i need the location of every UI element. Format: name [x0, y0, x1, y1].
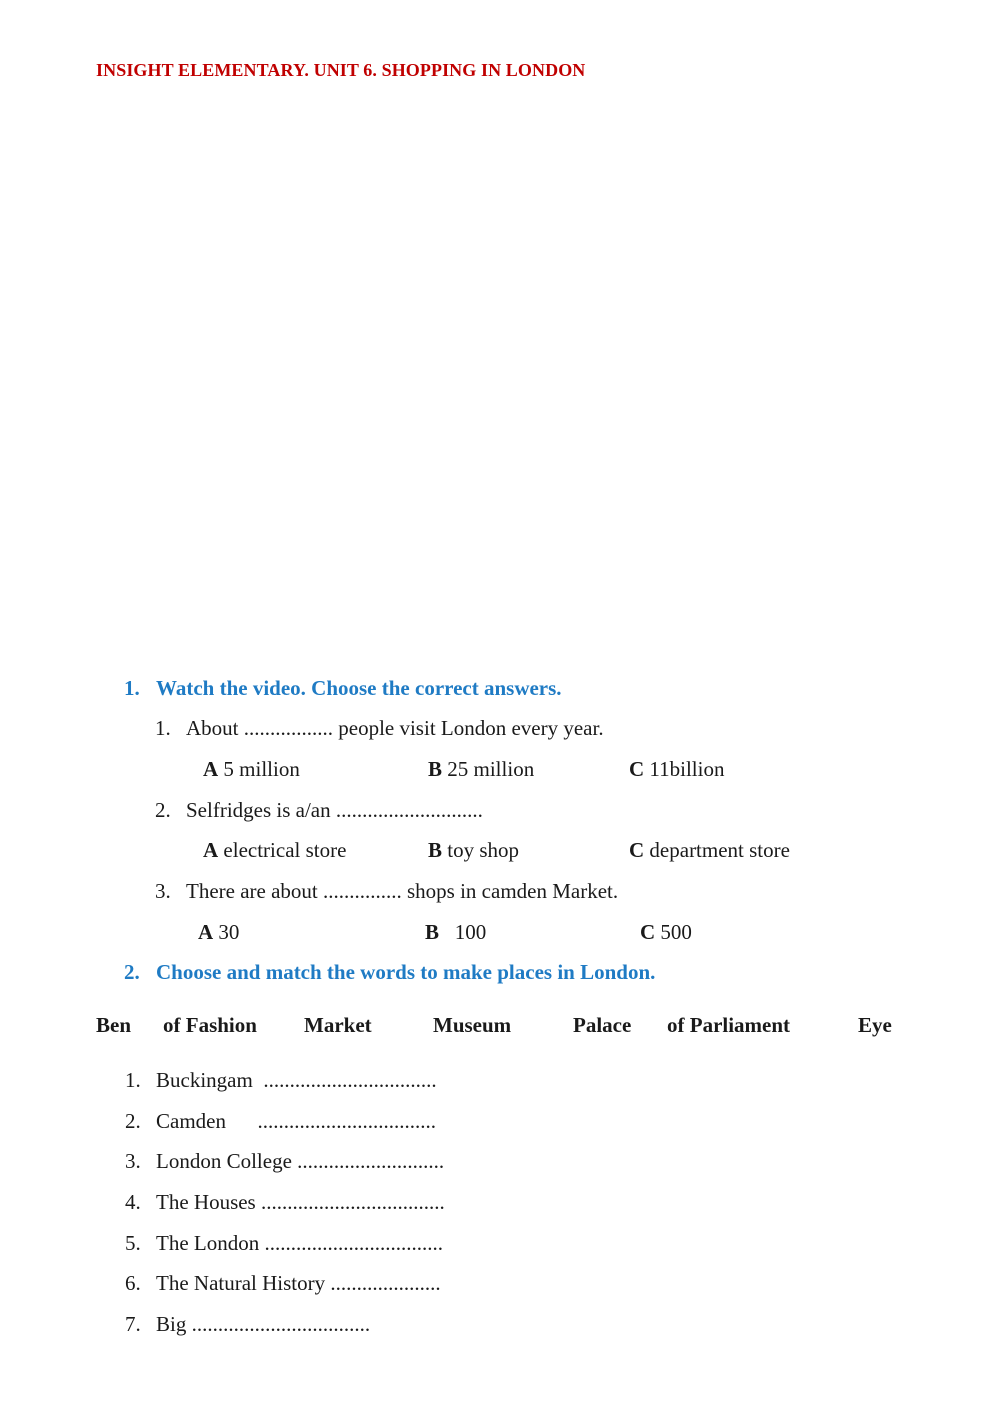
option-text: 100: [439, 920, 487, 944]
word-bank-item[interactable]: Eye: [858, 1013, 892, 1037]
item-number: 2.: [125, 1109, 141, 1133]
item-text: The Natural History .....................: [156, 1271, 441, 1295]
question-text: Selfridges is a/an ............................: [186, 798, 483, 822]
option-letter: A: [203, 838, 219, 862]
option-letter: C: [629, 757, 645, 781]
word-bank-item[interactable]: of Fashion: [163, 1013, 257, 1037]
word-bank-item[interactable]: Market: [304, 1013, 372, 1037]
question-number: 1.: [155, 716, 171, 740]
question-text: There are about ............... shops in camden Market.: [186, 879, 619, 903]
item-number: 3.: [125, 1149, 141, 1173]
section-number: 2.: [124, 960, 140, 984]
item-number: 6.: [125, 1271, 141, 1295]
q2-option-c[interactable]: [629, 838, 790, 863]
section-1-heading: [124, 676, 562, 701]
match-item-3[interactable]: [125, 1149, 444, 1174]
option-text: 5 million: [218, 757, 300, 781]
word-bank-item[interactable]: Ben: [96, 1013, 132, 1037]
option-letter: C: [640, 920, 656, 944]
match-item-5[interactable]: [125, 1231, 443, 1256]
section-heading-text: Watch the video. Choose the correct answers.: [156, 676, 562, 700]
item-text: Big ..................................: [156, 1312, 371, 1336]
word-bank-item[interactable]: Museum: [433, 1013, 512, 1037]
item-number: 7.: [125, 1312, 141, 1336]
option-letter: B: [428, 838, 443, 862]
question-number: 2.: [155, 798, 171, 822]
option-letter: A: [203, 757, 219, 781]
item-text: Buckingam .................................: [156, 1068, 437, 1092]
option-letter: A: [198, 920, 214, 944]
question-number: 3.: [155, 879, 171, 903]
question-1: [155, 716, 604, 741]
q1-option-a[interactable]: [203, 757, 300, 782]
option-text: electrical store: [218, 838, 347, 862]
match-item-1[interactable]: [125, 1068, 437, 1093]
match-item-6[interactable]: [125, 1271, 441, 1296]
page-title: INSIGHT ELEMENTARY. UNIT 6. SHOPPING IN LONDON: [96, 60, 586, 80]
item-text: The London ..................................: [156, 1231, 443, 1255]
match-item-7[interactable]: [125, 1312, 370, 1337]
match-item-4[interactable]: [125, 1190, 445, 1215]
option-letter: B: [425, 920, 440, 944]
match-item-2[interactable]: [125, 1109, 436, 1134]
item-text: The Houses ...................................: [156, 1190, 445, 1214]
option-text: 500: [655, 920, 692, 944]
q3-option-b[interactable]: [425, 920, 486, 945]
question-text: About ................. people visit London every year.: [186, 716, 604, 740]
section-2-heading: [124, 960, 655, 985]
q2-option-a[interactable]: [203, 838, 346, 863]
item-text: London College ............................: [156, 1149, 445, 1173]
q1-option-b[interactable]: [428, 757, 534, 782]
q3-option-a[interactable]: [198, 920, 239, 945]
word-bank-item[interactable]: of Parliament: [667, 1013, 791, 1037]
q1-option-c[interactable]: [629, 757, 724, 782]
section-number: 1.: [124, 676, 140, 700]
q3-option-c[interactable]: [640, 920, 692, 945]
option-text: 30: [213, 920, 240, 944]
option-text: 11billion: [644, 757, 725, 781]
item-number: 1.: [125, 1068, 141, 1092]
question-2: [155, 798, 483, 823]
q2-option-b[interactable]: [428, 838, 519, 863]
item-number: 5.: [125, 1231, 141, 1255]
option-text: department store: [644, 838, 790, 862]
word-bank-item[interactable]: Palace: [573, 1013, 632, 1037]
option-text: toy shop: [442, 838, 520, 862]
option-letter: C: [629, 838, 645, 862]
section-heading-text: Choose and match the words to make places in London.: [156, 960, 656, 984]
item-number: 4.: [125, 1190, 141, 1214]
option-text: 25 million: [442, 757, 535, 781]
option-letter: B: [428, 757, 443, 781]
item-text: Camden ..................................: [156, 1109, 436, 1133]
question-3: [155, 879, 618, 904]
